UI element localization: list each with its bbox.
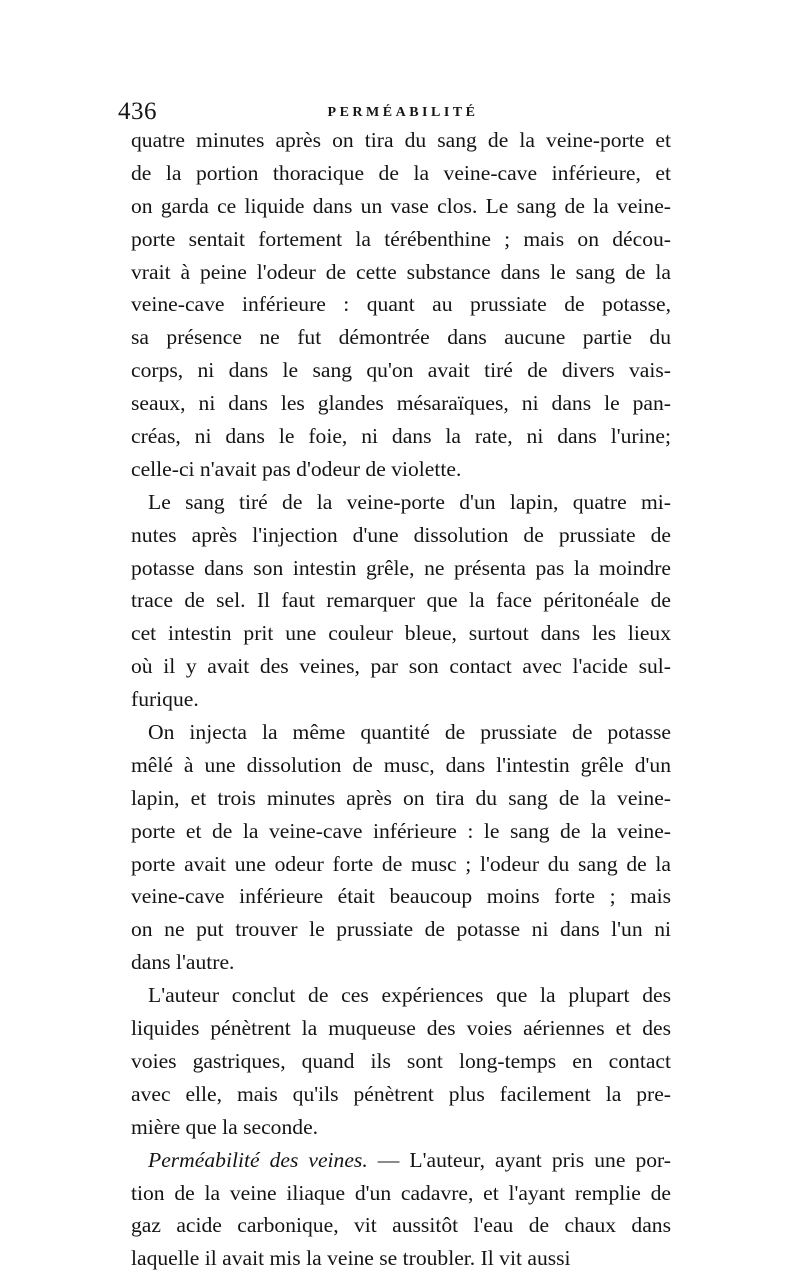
line-text: avec elle, mais qu'ils pénètrent plus facilement la pre- xyxy=(131,1081,671,1106)
line-text: Le sang tiré de la veine-porte d'un lapin, quatre mi- xyxy=(148,489,671,514)
paragraph xyxy=(131,1144,671,1275)
text-line xyxy=(131,913,671,946)
line-text: porte et de la veine-cave inférieure : le sang de la veine- xyxy=(131,818,671,843)
line-text: on garda ce liquide dans un vase clos. Le sang de la veine- xyxy=(131,193,671,218)
line-text: trace de sel. Il faut remarquer que la face péritonéale de xyxy=(131,588,671,613)
line-text: de la portion thoracique de la veine-cave inférieure, et xyxy=(131,160,671,185)
line-text: porte avait une odeur forte de musc ; l'odeur du sang de la xyxy=(131,851,671,876)
line-text: gaz acide carbonique, vit aussitôt l'eau de chaux dans xyxy=(131,1213,671,1238)
text-line xyxy=(131,157,671,190)
line-text: sa présence ne fut démontrée dans aucune partie du xyxy=(131,325,671,350)
line-text: dans l'autre. xyxy=(131,950,235,975)
text-line xyxy=(131,223,671,256)
line-text: tion de la veine iliaque d'un cadavre, et l'ayant remplie de xyxy=(131,1180,671,1205)
line-text: seaux, ni dans les glandes mésaraïques, ni dans le pan- xyxy=(131,391,671,416)
line-text: on ne put trouver le prussiate de potasse ni dans l'un ni xyxy=(131,917,671,942)
line-text: créas, ni dans le foie, ni dans la rate, ni dans l'urine; xyxy=(131,424,671,449)
text-line xyxy=(131,453,671,486)
line-text: L'auteur conclut de ces expériences que la plupart des xyxy=(148,983,671,1008)
text-line xyxy=(131,617,671,650)
line-text: veine-cave inférieure : quant au prussiate de potasse, xyxy=(131,292,671,317)
text-line xyxy=(131,1045,671,1078)
text-line xyxy=(131,354,671,387)
line-text: corps, ni dans le sang qu'on avait tiré de divers vais- xyxy=(131,358,671,383)
paragraph xyxy=(131,979,671,1143)
text-line xyxy=(131,387,671,420)
line-text: nutes après l'injection d'une dissolution de prussiate de xyxy=(131,522,671,547)
text-line xyxy=(131,946,671,979)
text-line xyxy=(131,683,671,716)
text-line xyxy=(131,1078,671,1111)
line-text: lapin, et trois minutes après on tira du sang de la veine- xyxy=(131,785,671,810)
text-line xyxy=(131,190,671,223)
line-text: — L'auteur, ayant pris une por- xyxy=(367,1147,671,1172)
line-text: furique. xyxy=(131,687,199,712)
line-text: mière que la seconde. xyxy=(131,1114,319,1139)
text-line xyxy=(131,1242,671,1275)
text-line xyxy=(131,1177,671,1210)
line-text: celle-ci n'avait pas d'odeur de violette. xyxy=(131,456,462,481)
line-text: porte sentait fortement la térébenthine ; mais on décou- xyxy=(131,226,671,251)
line-text: On injecta la même quantité de prussiate de potasse xyxy=(148,720,671,745)
line-text: cet intestin prit une couleur bleue, surtout dans les lieux xyxy=(131,621,671,646)
text-line xyxy=(131,519,671,552)
line-text: laquelle il avait mis la veine se troubler. Il vit aussi xyxy=(131,1246,571,1271)
page-number: 436 xyxy=(118,98,157,125)
text-line xyxy=(131,288,671,321)
line-text: voies gastriques, quand ils sont long-temps en contact xyxy=(131,1048,671,1073)
text-line xyxy=(131,420,671,453)
text-line xyxy=(131,782,671,815)
text-line xyxy=(131,584,671,617)
text-line xyxy=(131,1209,671,1242)
line-text: veine-cave inférieure était beaucoup moins forte ; mais xyxy=(131,884,671,909)
paragraph xyxy=(131,124,671,486)
text-line xyxy=(131,716,671,749)
text-line xyxy=(131,979,671,1012)
text-line xyxy=(131,749,671,782)
section-run-in-heading: Perméabilité des veines. xyxy=(148,1147,368,1172)
body-text xyxy=(131,124,671,1275)
text-line xyxy=(131,1111,671,1144)
text-line xyxy=(131,256,671,289)
line-text: mêlé à une dissolution de musc, dans l'intestin grêle d'un xyxy=(131,752,671,777)
text-line xyxy=(131,650,671,683)
text-line xyxy=(131,815,671,848)
text-line xyxy=(131,880,671,913)
running-title: PERMÉABILITÉ xyxy=(327,105,479,120)
text-line xyxy=(131,321,671,354)
text-line xyxy=(131,848,671,881)
text-line xyxy=(131,1012,671,1045)
paragraph xyxy=(131,716,671,979)
text-line xyxy=(131,1144,671,1177)
text-line xyxy=(131,486,671,519)
paragraph xyxy=(131,486,671,716)
line-text: vrait à peine l'odeur de cette substance dans le sang de la xyxy=(131,259,671,284)
line-text: liquides pénètrent la muqueuse des voies aériennes et des xyxy=(131,1016,671,1041)
text-line xyxy=(131,552,671,585)
line-text: où il y avait des veines, par son contact avec l'acide sul- xyxy=(131,654,671,679)
line-text: quatre minutes après on tira du sang de la veine-porte et xyxy=(131,128,671,152)
text-line xyxy=(131,124,671,157)
line-text: potasse dans son intestin grêle, ne présenta pas la moindre xyxy=(131,555,671,580)
